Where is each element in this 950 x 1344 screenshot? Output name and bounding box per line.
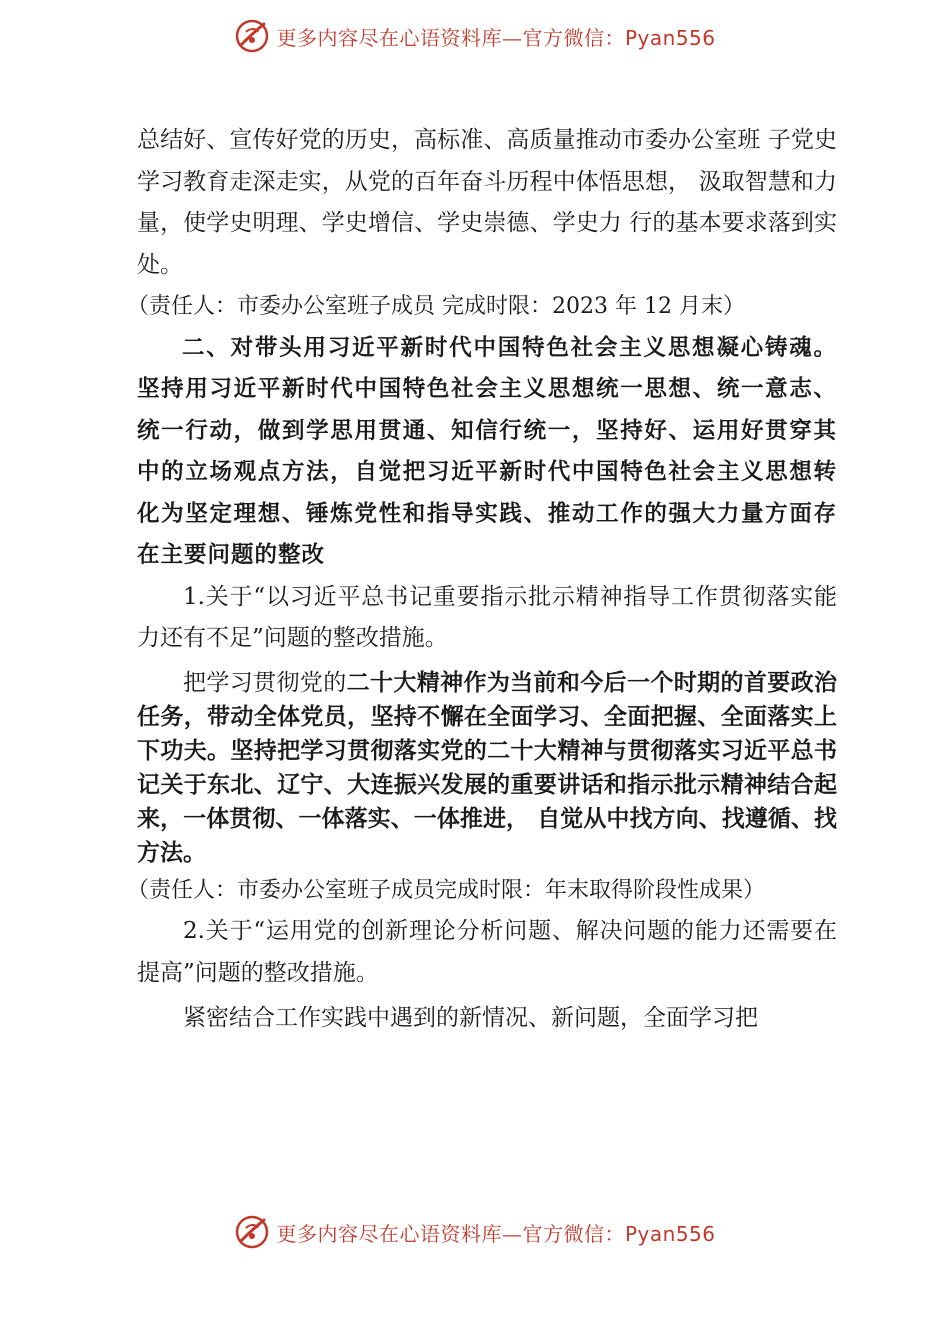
banner-wechat-id: Pyan556	[624, 1221, 716, 1246]
paragraph-2-lead: 把学习贯彻党的	[183, 669, 347, 696]
banner-text	[276, 1218, 715, 1247]
banner-text	[276, 22, 715, 51]
brand-logo-icon	[234, 18, 270, 54]
item-2-title: 2.关于“运用党的创新理论分析问题、解决问题的能力还需要在提高”问题的整改措施。	[137, 918, 837, 986]
responsibility-line-1: （责任人：市委办公室班子成员 完成时限：2023 年 12 月末）	[127, 294, 745, 319]
document-body	[127, 120, 838, 1040]
paragraph-2	[137, 666, 837, 870]
responsibility-line-2: （责任人：市委办公室班子成员完成时限：年末取得阶段性成果）	[127, 877, 766, 903]
paragraph-2-body: 二十大精神作为当前和今后一个时期的首要政治任务，带动全体党员，坚持不懈在全面学习、全面把握、全面落实上下功夫。坚持把学习贯彻落实党的二十大精神与贯彻落实习近平总书记关于东北、辽宁、大连振兴发展的重要讲话和指示批示精神结合起来，一体贯彻、一体落实、一体推进， 自觉从中找方向、找遵循、找方法。	[137, 669, 838, 866]
footer-banner	[0, 1210, 950, 1254]
header-banner	[0, 14, 950, 58]
banner-wechat-id: Pyan556	[624, 25, 716, 50]
brand-logo-icon	[234, 1214, 270, 1250]
paragraph-1: 总结好、宣传好党的历史，高标准、高质量推动市委办公室班 子党史学习教育走深走实，从党的百年奋斗历程中体悟思想， 汲取智慧和力量，使学史明理、学史增信、学史崇德、学史力 行的基本要求落到实处。	[137, 127, 837, 278]
paragraph-3: 紧密结合工作实践中遇到的新情况、新问题，全面学习把	[183, 1005, 758, 1031]
banner-label: 更多内容尽在心语资料库—官方微信：	[276, 1221, 625, 1246]
item-1-title: 1.关于“以习近平总书记重要指示批示精神指导工作贯彻落实能力还有不足”问题的整改措施。	[137, 583, 837, 651]
banner-label: 更多内容尽在心语资料库—官方微信：	[276, 25, 625, 50]
section-heading-2: 二、对带头用习近平新时代中国特色社会主义思想凝心铸魂。坚持用习近平新时代中国特色社会主义思想统一思想、统一意志、统一行动，做到学思用贯通、知信行统一，坚持好、运用好贯穿其中的立场观点方法，自觉把习近平新时代中国特色社会主义思想转化为坚定理想、锤炼党性和指导实践、推动工作的强大力量方面存在主要问题的整改	[137, 334, 837, 568]
